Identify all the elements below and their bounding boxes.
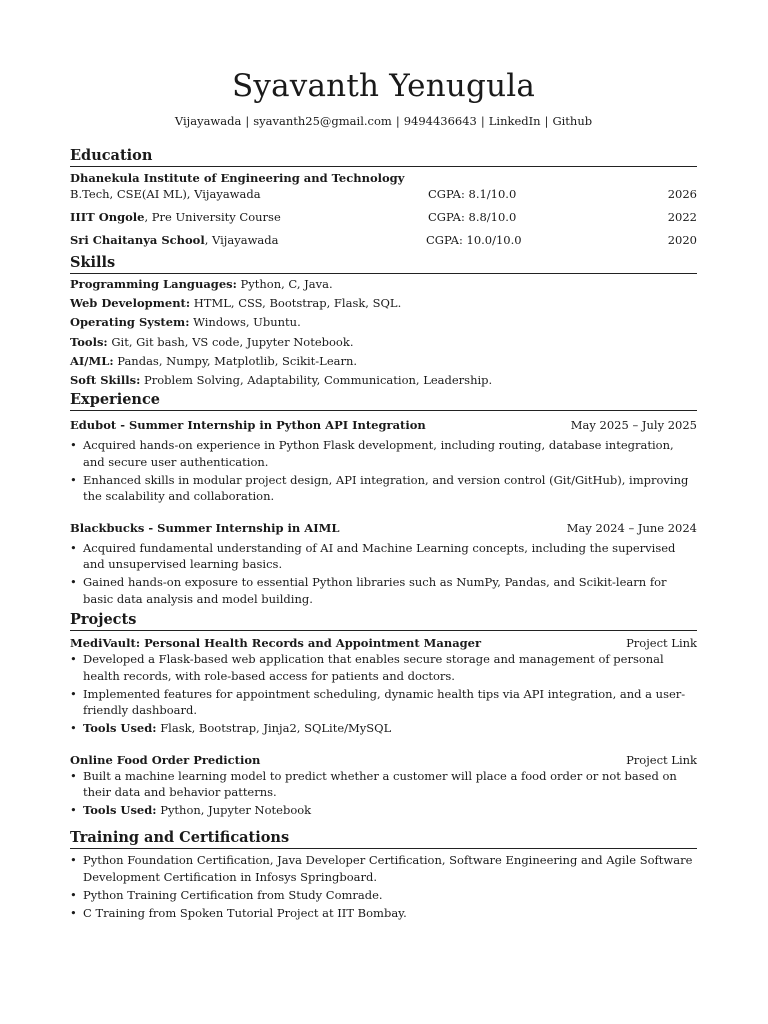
project-link[interactable]: Project Link bbox=[626, 752, 697, 767]
project-header bbox=[70, 752, 697, 768]
project-bullet: • Developed a Flask-based web application that enables secure storage and management of personal health records, with role-based access for patients and doctors. bbox=[70, 651, 697, 684]
training-item: • C Training from Spoken Tutorial Project at IIT Bombay. bbox=[70, 905, 697, 922]
education-entry: IIIT Ongole, Pre University Course CGPA: 8.8/10.0 2022 bbox=[70, 210, 697, 224]
job-entry bbox=[70, 417, 697, 505]
job-bullet: • Acquired hands-on experience in Python Flask development, including routing, database integration, and secure user authentication. bbox=[70, 437, 697, 470]
education-section bbox=[70, 147, 697, 248]
skill-line: Web Development: HTML, CSS, Bootstrap, Flask, SQL. bbox=[70, 296, 402, 311]
training-item: • Python Training Certification from Study Comrade. bbox=[70, 887, 697, 904]
job-role: Edubot - Summer Internship in Python API Integration bbox=[70, 418, 426, 432]
skill-line: Programming Languages: Python, C, Java. bbox=[70, 277, 333, 291]
education-entry: Sri Chaitanya School, Vijayawada CGPA: 10.0/10.0 2020 bbox=[70, 233, 697, 247]
training-item: • Python Foundation Certification, Java Developer Certification, Software Engineering and Agile Software Development Certification in Infosys Springboard. bbox=[70, 852, 697, 885]
job-entry bbox=[70, 520, 697, 608]
job-dates: May 2024 – June 2024 bbox=[566, 520, 697, 535]
projects-heading: Projects bbox=[70, 611, 697, 631]
email-link[interactable]: syavanth25@gmail.com bbox=[253, 114, 392, 128]
job-dates: May 2025 – July 2025 bbox=[570, 418, 697, 432]
education-entry: Dhanekula Institute of Engineering and Technology bbox=[70, 171, 405, 185]
project-name: MediVault: Personal Health Records and Appointment Manager bbox=[70, 636, 482, 650]
project-link[interactable]: Project Link bbox=[626, 636, 697, 650]
training-heading: Training and Certifications bbox=[70, 829, 697, 849]
phone-number: 9494436643 bbox=[403, 114, 477, 128]
experience-section bbox=[70, 391, 697, 609]
skill-line: Operating System: Windows, Ubuntu. bbox=[70, 315, 301, 330]
skill-line: AI/ML: Pandas, Numpy, Matplotlib, Scikit-Learn. bbox=[70, 353, 358, 368]
education-entry-detail: B.Tech, CSE(AI ML), Vijayawada CGPA: 8.1/10.0 2026 bbox=[70, 187, 697, 201]
project-tools: • Tools Used: Flask, Bootstrap, Jinja2, SQLite/MySQL bbox=[70, 720, 697, 737]
project-bullet: • Built a machine learning model to predict whether a customer will place a food order or not based on their data and behavior patterns. bbox=[70, 768, 697, 801]
job-bullet: • Acquired fundamental understanding of AI and Machine Learning concepts, including the supervised and unsupervised learning basics. bbox=[70, 540, 697, 573]
job-bullet: • Enhanced skills in modular project design, API integration, and version control (Git/GitHub), improving the scalability and collaboration. bbox=[70, 472, 697, 505]
job-bullet: • Gained hands-on exposure to essential Python libraries such as NumPy, Pandas, and Scikit-learn for basic data analysis and model building. bbox=[70, 574, 697, 607]
project-name: Online Food Order Prediction bbox=[70, 752, 261, 767]
job-role: Blackbucks - Summer Internship in AIML bbox=[70, 520, 340, 535]
location: Vijayawada bbox=[174, 114, 242, 128]
linkedin-link[interactable]: LinkedIn bbox=[488, 114, 541, 128]
github-link[interactable]: Github bbox=[552, 114, 593, 128]
project-entry bbox=[70, 752, 697, 819]
training-section bbox=[70, 829, 697, 923]
experience-heading: Experience bbox=[70, 391, 697, 411]
skills-heading: Skills bbox=[70, 254, 697, 274]
skills-section bbox=[70, 254, 697, 390]
job-header bbox=[70, 520, 697, 536]
project-bullet: • Implemented features for appointment scheduling, dynamic health tips via API integration, and a user-friendly dashboard. bbox=[70, 686, 697, 719]
education-heading: Education bbox=[70, 147, 697, 167]
project-header bbox=[70, 635, 697, 651]
candidate-name: Syavanth Yenugula bbox=[231, 68, 536, 104]
skill-line: Tools: Git, Git bash, VS code, Jupyter Notebook. bbox=[70, 334, 354, 349]
job-header bbox=[70, 417, 697, 433]
project-tools: • Tools Used: Python, Jupyter Notebook bbox=[70, 802, 697, 819]
projects-section bbox=[70, 611, 697, 820]
resume-page bbox=[70, 0, 697, 920]
contact-line: Vijayawada | syavanth25@gmail.com | 9494436643 | LinkedIn | Github bbox=[174, 114, 593, 128]
project-entry bbox=[70, 635, 697, 737]
skill-line: Soft Skills: Problem Solving, Adaptability, Communication, Leadership. bbox=[70, 373, 493, 388]
